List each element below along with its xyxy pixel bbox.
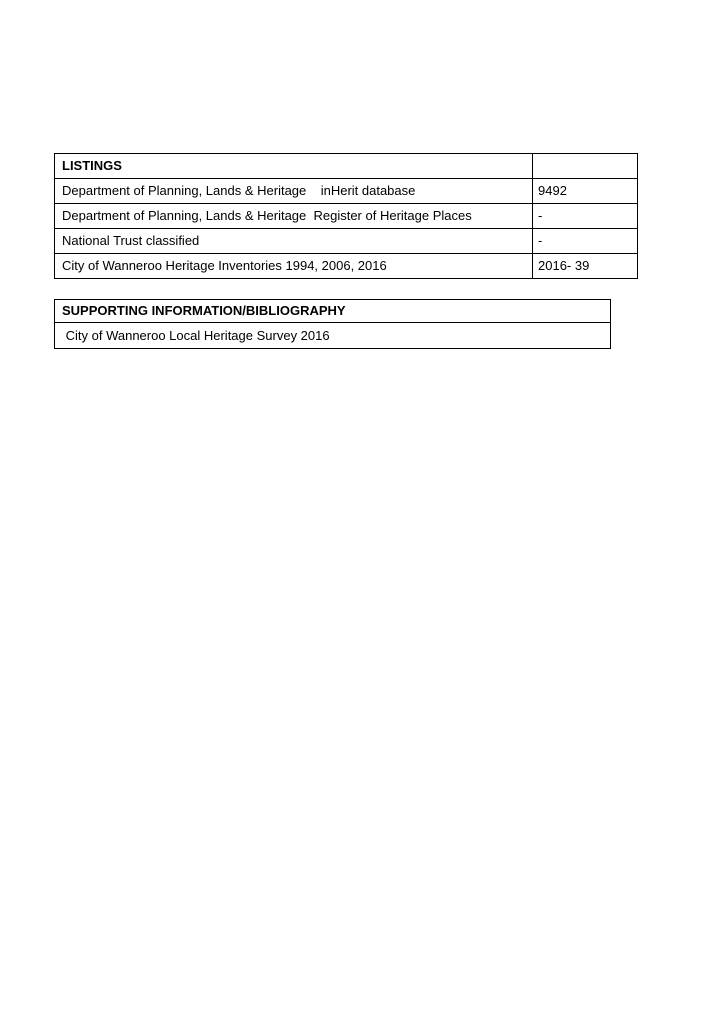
bibliography-entry: City of Wanneroo Local Heritage Survey 2016 [55, 323, 611, 349]
listings-title-row [55, 154, 638, 179]
table-row [55, 204, 638, 229]
bibliography-table [54, 299, 611, 349]
table-row [55, 179, 638, 204]
listings-table [54, 153, 638, 279]
table-row [55, 229, 638, 254]
listing-label: Department of Planning, Lands & Heritage inHerit database [55, 179, 533, 204]
listing-value: 2016- 39 [533, 254, 638, 279]
listing-label: National Trust classified [55, 229, 533, 254]
bibliography-title-row [55, 300, 611, 323]
listings-title-value-cell [533, 154, 638, 179]
listing-label: Department of Planning, Lands & Heritage Register of Heritage Places [55, 204, 533, 229]
table-row [55, 254, 638, 279]
bibliography-title: SUPPORTING INFORMATION/BIBLIOGRAPHY [55, 300, 611, 323]
table-row [55, 323, 611, 349]
listing-value: - [533, 229, 638, 254]
listings-title: LISTINGS [55, 154, 533, 179]
listing-value: - [533, 204, 638, 229]
listing-label: City of Wanneroo Heritage Inventories 1994, 2006, 2016 [55, 254, 533, 279]
listing-value: 9492 [533, 179, 638, 204]
